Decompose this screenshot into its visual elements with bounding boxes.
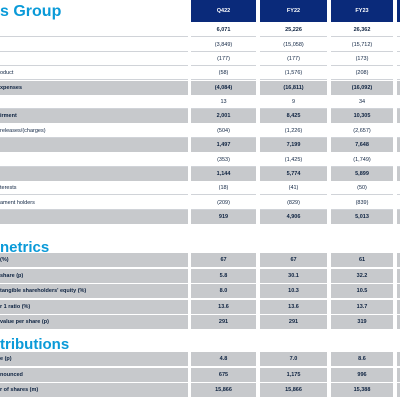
cell-value: 996 <box>357 372 367 378</box>
row-divider <box>0 36 400 37</box>
cell-value: (2,657) <box>353 128 371 134</box>
table-row <box>0 38 400 52</box>
cell-value: 1,175 <box>286 372 301 378</box>
cell-value: 34 <box>358 99 366 105</box>
row-label: r of shares (m) <box>0 387 39 393</box>
cell-value: (173) <box>355 56 369 62</box>
column-header: FY23 <box>355 8 369 14</box>
cell-value: 13.6 <box>218 304 229 310</box>
row-label: value per share (p) <box>0 319 49 325</box>
row-label: releases/(charges) <box>0 128 46 134</box>
cell-value: 9 <box>291 99 296 105</box>
table-row <box>0 23 400 37</box>
cell-value: 61 <box>358 257 366 263</box>
table-row <box>0 284 400 298</box>
cell-value: (209) <box>217 200 230 206</box>
cell-value: (41) <box>288 185 299 191</box>
cell-value: (3,849) <box>214 42 233 48</box>
cell-value: 4.8 <box>219 356 228 362</box>
table-row <box>0 95 400 109</box>
table-row <box>0 383 400 397</box>
cell-value: (177) <box>287 56 300 62</box>
cell-value: 5,899 <box>355 171 369 177</box>
cell-value: 919 <box>218 214 229 220</box>
key-metrics-title: netrics <box>0 239 50 256</box>
row-label: share (p) <box>0 273 24 279</box>
cell-value: (1,425) <box>284 157 303 163</box>
cell-value: 13.6 <box>288 304 299 310</box>
cell-value: 67 <box>220 257 227 263</box>
cell-value: (18) <box>218 185 229 191</box>
table-row <box>0 181 400 195</box>
table-row <box>0 210 400 224</box>
column-header: Q422 <box>216 8 231 14</box>
cell-value: 10,305 <box>353 113 371 119</box>
cell-value: (353) <box>217 157 230 163</box>
cell-value: (15,712) <box>351 42 373 48</box>
cell-value: (839) <box>355 200 369 206</box>
column-separator <box>393 0 397 400</box>
cell-value: 25,226 <box>285 27 302 33</box>
cell-value: 7,199 <box>286 142 301 148</box>
cell-value: 6,071 <box>216 27 231 33</box>
cell-value: 291 <box>288 319 299 325</box>
table-row <box>0 81 400 95</box>
cell-value: 13.7 <box>356 304 368 310</box>
cell-value: 13 <box>220 99 227 105</box>
cell-value: (16,811) <box>283 85 304 91</box>
cell-value: (504) <box>217 128 230 134</box>
cell-value: 67 <box>290 257 297 263</box>
cell-value: 10.5 <box>356 288 368 294</box>
row-label: terests <box>0 185 17 191</box>
row-label: (%) <box>0 257 9 263</box>
row-label: tangible shareholders' equity (%) <box>0 288 87 294</box>
cell-value: (177) <box>217 56 230 62</box>
cell-value: 1,144 <box>216 171 231 177</box>
table-row <box>0 269 400 283</box>
row-label: oduct <box>0 70 14 76</box>
column-separator <box>188 0 191 400</box>
table-row <box>0 124 400 138</box>
cell-value: 8.0 <box>219 288 228 294</box>
cell-value: 8,425 <box>286 113 301 119</box>
cell-value: 5,013 <box>355 214 369 220</box>
cell-value: (4,084) <box>214 85 233 91</box>
row-divider <box>0 194 400 195</box>
cell-value: (50) <box>357 185 367 191</box>
table-row <box>0 138 400 152</box>
table-row <box>0 167 400 181</box>
cell-value: 32.2 <box>356 273 368 279</box>
cell-value: 675 <box>218 372 229 378</box>
row-divider <box>0 79 400 80</box>
cell-value: 291 <box>218 319 229 325</box>
column-separator <box>327 0 331 400</box>
row-label: xpenses <box>0 85 23 91</box>
table-row <box>0 368 400 382</box>
row-label: e (p) <box>0 356 12 362</box>
cell-value: (208) <box>355 70 369 76</box>
table-row <box>0 52 400 66</box>
row-label: nounced <box>0 372 23 378</box>
cell-value: 8.6 <box>358 356 366 362</box>
table-row <box>0 153 400 167</box>
table-row <box>0 196 400 210</box>
cell-value: 7.0 <box>289 356 298 362</box>
cell-value: 15,388 <box>353 387 371 393</box>
cell-value: (1,226) <box>284 128 303 134</box>
cell-value: 15,866 <box>215 387 232 393</box>
cell-value: 1,497 <box>216 142 231 148</box>
table-row <box>0 109 400 123</box>
table-row <box>0 315 400 329</box>
cell-value: (829) <box>287 200 300 206</box>
table-row <box>0 300 400 314</box>
page-title: s Group <box>0 3 62 20</box>
cell-value: 15,866 <box>285 387 302 393</box>
table-row <box>0 352 400 366</box>
cell-value: (58) <box>218 70 229 76</box>
distributions-title: tributions <box>0 336 70 353</box>
cell-value: 10.3 <box>288 288 299 294</box>
cell-value: 5,774 <box>286 171 301 177</box>
cell-value: 30.1 <box>288 273 299 279</box>
cell-value: (1,749) <box>353 157 371 163</box>
cell-value: 4,906 <box>286 214 301 220</box>
table-row <box>0 66 400 80</box>
column-header: FY22 <box>286 8 301 14</box>
cell-value: 319 <box>357 319 367 325</box>
cell-value: 26,362 <box>353 27 371 33</box>
cell-value: (15,058) <box>283 42 304 48</box>
table-row <box>0 253 400 267</box>
cell-value: (16,092) <box>351 85 373 91</box>
row-label: ament holders <box>0 200 35 206</box>
cell-value: 5.8 <box>219 273 228 279</box>
cell-value: 7,648 <box>355 142 369 148</box>
row-label: irment <box>0 113 17 119</box>
cell-value: (1,576) <box>284 70 303 76</box>
row-label: r 1 ratio (%) <box>0 304 31 310</box>
column-separator <box>256 0 260 400</box>
cell-value: 2,001 <box>216 113 231 119</box>
